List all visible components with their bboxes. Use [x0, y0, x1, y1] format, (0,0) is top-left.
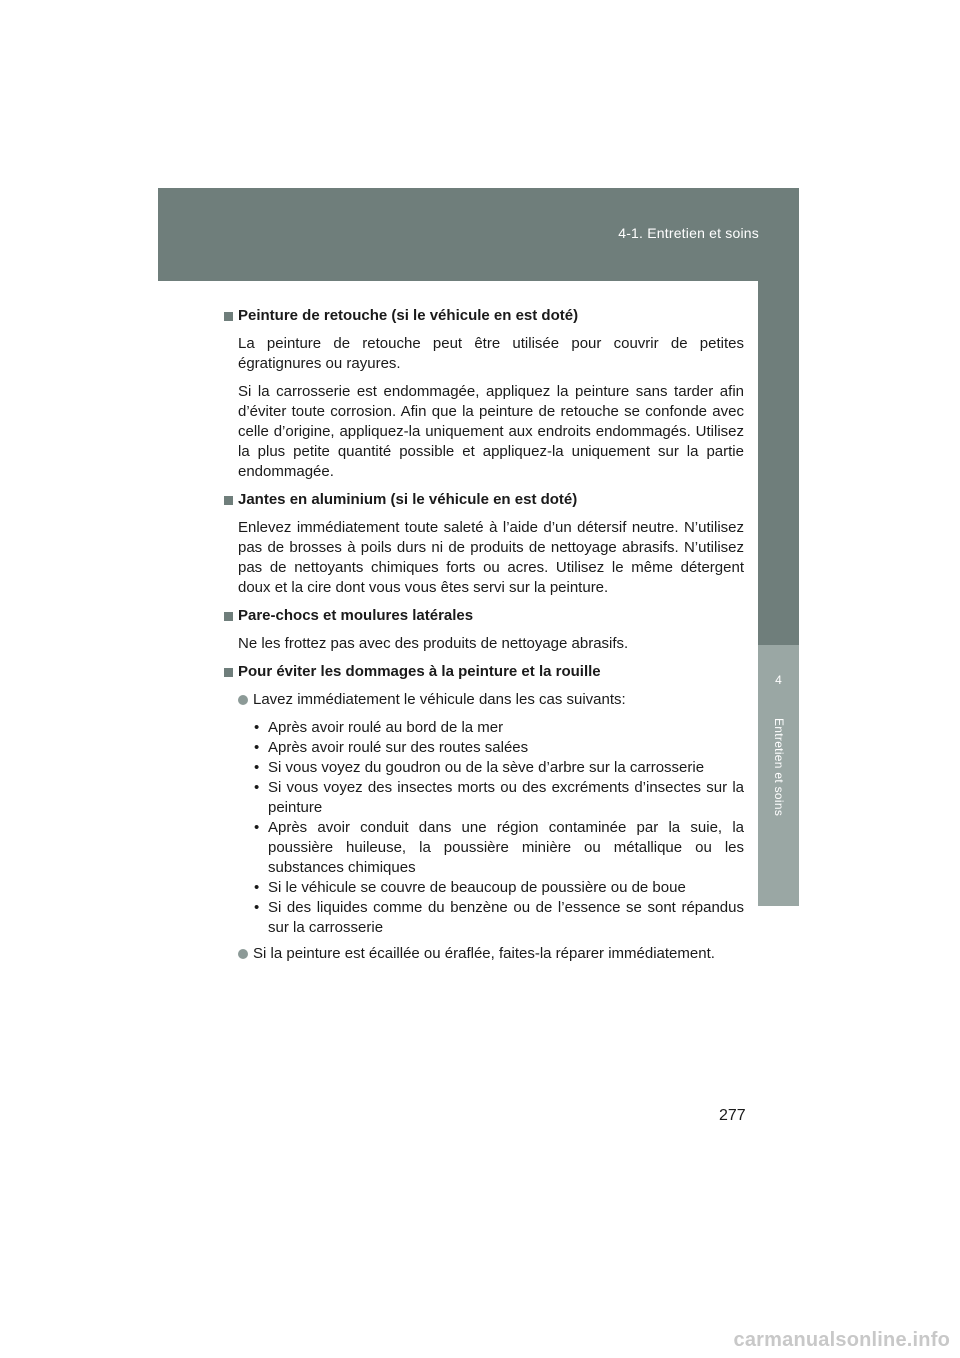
sub-list	[252, 718, 744, 938]
chapter-label: Entretien et soins	[772, 718, 786, 817]
bullet-text: Lavez immédiatement le véhicule dans les cas suivants:	[253, 691, 626, 708]
section-title: 4-1. Entretien et soins	[618, 225, 759, 241]
sub-list-text: Si des liquides comme du benzène ou de l’essence se sont répandus sur la carrosserie	[268, 899, 744, 936]
sub-list-item	[252, 778, 744, 818]
watermark: carmanualsonline.info	[733, 1329, 950, 1351]
bullet-item	[238, 690, 744, 710]
section-aluminum-wheels	[224, 490, 744, 598]
sub-list-item	[252, 878, 744, 898]
square-bullet-icon	[224, 496, 233, 505]
sub-list-text: Si le véhicule se couvre de beaucoup de poussière ou de boue	[268, 879, 686, 896]
sub-list-item	[252, 898, 744, 938]
section-heading	[224, 306, 744, 326]
section-heading-text: Jantes en aluminium (si le véhicule en est doté)	[238, 491, 578, 508]
section-heading	[224, 606, 744, 626]
sub-list-text: Après avoir conduit dans une région contaminée par la suie, la poussière huileuse, la poussière minière ou métallique ou les substances chimiques	[268, 819, 744, 876]
sub-bullet-dot: •	[254, 899, 260, 916]
sub-list-item	[252, 818, 744, 878]
section-heading-text: Peinture de retouche (si le véhicule en est doté)	[238, 307, 579, 324]
sub-bullet-dot: •	[254, 739, 260, 756]
paragraph: Si la carrosserie est endommagée, appliquez la peinture sans tarder afin d’éviter toute corrosion. Afin que la peinture de retouche se confonde avec celle d’origine, appliquez-la uniquement aux endroits endommagés. Utilisez la plus petite quantité possible et appliquez-la uniquement sur la partie endommagée.	[238, 383, 744, 480]
sub-list-item	[252, 738, 744, 758]
circle-bullet-icon	[238, 695, 248, 705]
sub-list-text: Si vous voyez du goudron ou de la sève d’arbre sur la carrosserie	[268, 759, 705, 776]
sub-list-text: Après avoir roulé au bord de la mer	[268, 719, 504, 736]
section-heading-text: Pour éviter les dommages à la peinture et la rouille	[238, 663, 601, 680]
sub-list-item	[252, 718, 744, 738]
section-heading-text: Pare-chocs et moulures latérales	[238, 607, 474, 624]
section-heading	[224, 490, 744, 510]
paragraph: Enlevez immédiatement toute saleté à l’aide d’un détersif neutre. N’utilisez pas de brosses à poils durs ni de produits de nettoyage abrasifs. N’utilisez pas de nettoyants chimiques forts ou acres. Utilisez le même détergent doux et la cire dont vous vous êtes servi sur la peinture.	[238, 519, 744, 596]
section-touch-up-paint	[224, 306, 744, 482]
main-content	[224, 306, 744, 972]
sub-list-item	[252, 758, 744, 778]
sub-bullet-dot: •	[254, 759, 260, 776]
sub-list-text: Si vous voyez des insectes morts ou des excréments d’insectes sur la peinture	[268, 779, 744, 816]
chapter-number: 4	[775, 673, 782, 687]
circle-bullet-icon	[238, 949, 248, 959]
sub-list-text: Après avoir roulé sur des routes salées	[268, 739, 529, 756]
square-bullet-icon	[224, 668, 233, 677]
sub-bullet-dot: •	[254, 879, 260, 896]
section-paint-rust-prevention	[224, 662, 744, 964]
section-heading	[224, 662, 744, 682]
bullet-text: Si la peinture est écaillée ou éraflée, faites-la réparer immédiatement.	[253, 945, 715, 962]
page-number: 277	[719, 1107, 746, 1124]
square-bullet-icon	[224, 312, 233, 321]
header-band	[158, 188, 799, 281]
bullet-item	[238, 944, 744, 964]
sub-bullet-dot: •	[254, 779, 260, 796]
paragraph: La peinture de retouche peut être utilisée pour couvrir de petites égratignures ou rayures.	[238, 335, 744, 372]
sub-bullet-dot: •	[254, 819, 260, 836]
sub-bullet-dot: •	[254, 719, 260, 736]
square-bullet-icon	[224, 612, 233, 621]
paragraph: Ne les frottez pas avec des produits de nettoyage abrasifs.	[238, 635, 629, 652]
section-bumpers	[224, 606, 744, 654]
